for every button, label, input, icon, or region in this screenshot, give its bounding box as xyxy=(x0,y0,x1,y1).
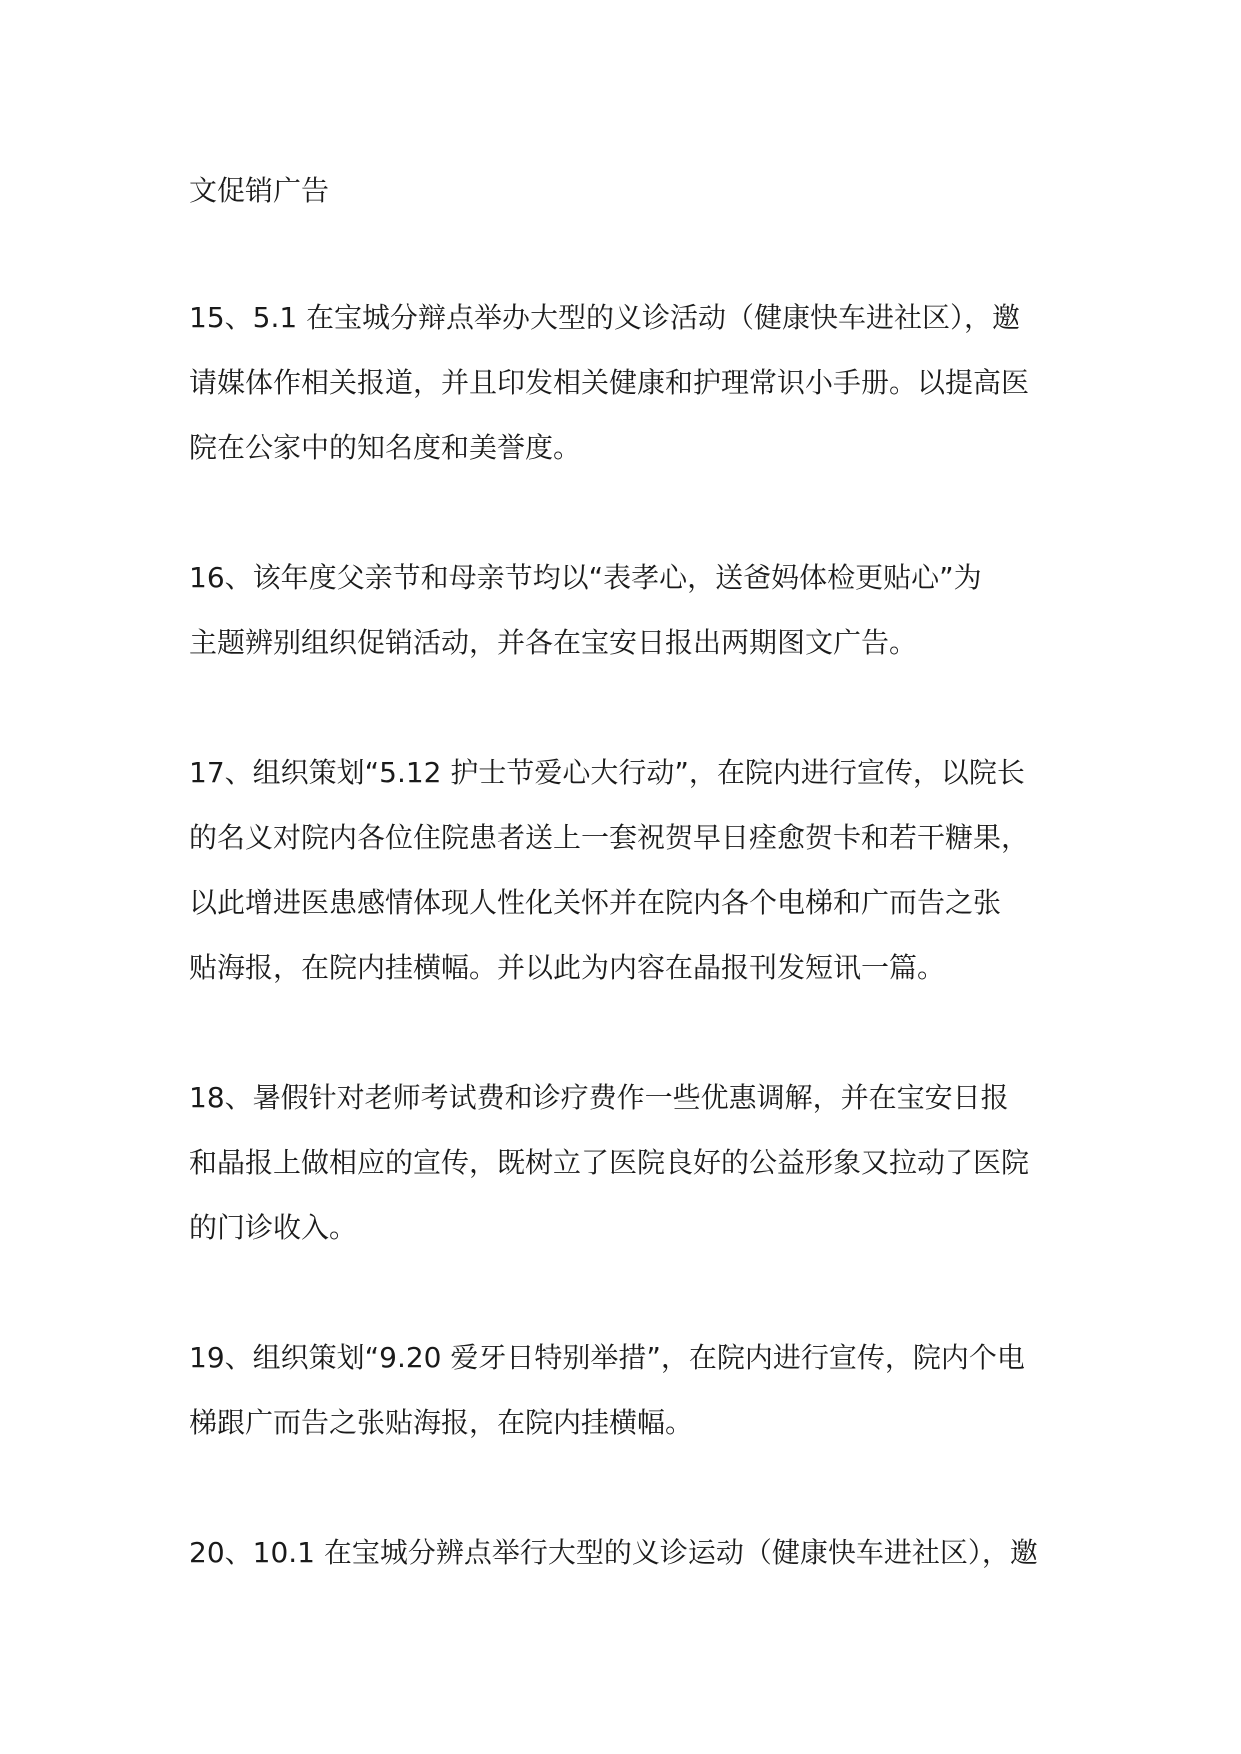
text-line: 19、组织策划“9.20 爱牙日特别举措”，在院内进行宣传，院内个电 xyxy=(189,1341,1025,1374)
text-line: 20、10.1 在宝城分辨点举行大型的义诊运动（健康快车进社区），邀 xyxy=(189,1536,1038,1569)
text-line: 文促销广告 xyxy=(189,174,330,207)
paragraph-item-19 xyxy=(189,1325,1094,1455)
text-line: 16、该年度父亲节和母亲节均以“表孝心，送爸妈体检更贴心”为 xyxy=(189,561,982,594)
paragraph-fragment xyxy=(189,158,1094,223)
paragraph-item-20 xyxy=(189,1520,1094,1585)
paragraph-item-15 xyxy=(189,285,1094,480)
text-line: 梯跟广而告之张贴海报，在院内挂横幅。 xyxy=(189,1406,694,1439)
text-line: 的门诊收入。 xyxy=(189,1211,358,1244)
text-line: 以此增进医患感情体现人性化关怀并在院内各个电梯和广而告之张 xyxy=(189,886,1002,919)
text-line: 的名义对院内各位住院患者送上一套祝贺早日痊愈贺卡和若干糖果， xyxy=(189,821,1030,854)
text-line: 贴海报，在院内挂横幅。并以此为内容在晶报刊发短讯一篇。 xyxy=(189,951,946,984)
text-line: 请媒体作相关报道，并且印发相关健康和护理常识小手册。以提高医 xyxy=(189,366,1030,399)
text-line: 院在公家中的知名度和美誉度。 xyxy=(189,431,582,464)
text-line: 和晶报上做相应的宣传，既树立了医院良好的公益形象又拉动了医院 xyxy=(189,1146,1030,1179)
text-line: 主题辨别组织促销活动，并各在宝安日报出两期图文广告。 xyxy=(189,626,918,659)
paragraph-item-17 xyxy=(189,740,1094,1000)
text-line: 17、组织策划“5.12 护士节爱心大行动”，在院内进行宣传，以院长 xyxy=(189,756,1025,789)
text-line: 18、暑假针对老师考试费和诊疗费作一些优惠调解，并在宝安日报 xyxy=(189,1081,1009,1114)
text-line: 15、5.1 在宝城分辩点举办大型的义诊活动（健康快车进社区），邀 xyxy=(189,301,1021,334)
paragraph-item-16 xyxy=(189,545,1094,675)
paragraph-item-18 xyxy=(189,1065,1094,1260)
document-body xyxy=(189,158,1094,1650)
